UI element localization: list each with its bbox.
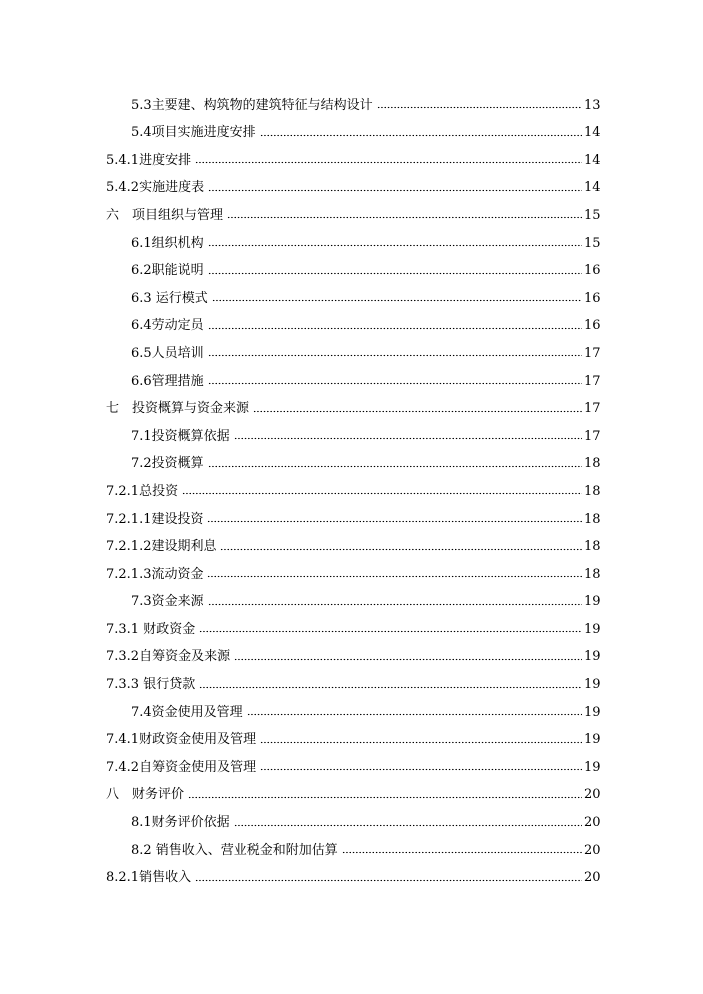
toc-dot-leader [208, 354, 582, 358]
toc-dot-leader [377, 106, 582, 110]
toc-entry-page-number: 16 [584, 263, 601, 279]
toc-entry-title: 7.3资金来源 [131, 594, 204, 610]
toc-entry[interactable] [0, 638, 703, 666]
toc-dot-leader [208, 188, 582, 192]
toc-entry-page-number: 16 [584, 290, 601, 306]
toc-entry-title: 5.4.1进度安排 [106, 152, 192, 168]
toc-entry-page-number: 14 [584, 152, 601, 168]
toc-dot-leader [208, 382, 582, 386]
toc-entry[interactable] [0, 610, 703, 638]
toc-dot-leader [207, 575, 582, 579]
toc-entry-page-number: 19 [584, 594, 601, 610]
toc-entry-page-number: 20 [584, 815, 601, 831]
toc-dot-leader [227, 216, 582, 220]
toc-entry-title: 7.3.1 财政资金 [106, 621, 196, 637]
toc-entry-title: 6.1组织机构 [131, 235, 204, 251]
toc-entry-title: 7.2.1.1建设投资 [106, 511, 204, 527]
toc-entry-page-number: 16 [584, 318, 601, 334]
toc-entry-title: 5.4项目实施进度安排 [131, 125, 256, 141]
toc-entry-title: 八 财务评价 [106, 787, 185, 803]
toc-entry[interactable] [0, 472, 703, 500]
toc-entry-title: 7.4.2自筹资金使用及管理 [106, 759, 257, 775]
toc-entry[interactable] [0, 362, 703, 390]
toc-entry-page-number: 19 [584, 759, 601, 775]
toc-entry-page-number: 19 [584, 677, 601, 693]
table-of-contents [0, 86, 703, 886]
toc-entry[interactable] [0, 252, 703, 280]
toc-entry-title: 8.1财务评价依据 [131, 815, 230, 831]
toc-entry-title: 5.4.2实施进度表 [106, 180, 205, 196]
toc-entry-title: 7.4.1财政资金使用及管理 [106, 732, 257, 748]
toc-dot-leader [207, 520, 582, 524]
toc-entry-title: 7.4资金使用及管理 [131, 704, 243, 720]
toc-entry-title: 7.2.1总投资 [106, 483, 179, 499]
toc-entry[interactable] [0, 665, 703, 693]
toc-entry[interactable] [0, 693, 703, 721]
toc-entry-page-number: 19 [584, 649, 601, 665]
toc-dot-leader [182, 492, 582, 496]
toc-entry[interactable] [0, 831, 703, 859]
toc-dot-leader [234, 657, 582, 661]
toc-entry-page-number: 17 [584, 373, 601, 389]
toc-entry-title: 7.2投资概算 [131, 456, 204, 472]
toc-entry-page-number: 18 [584, 456, 601, 472]
toc-entry[interactable] [0, 307, 703, 335]
toc-entry[interactable] [0, 776, 703, 804]
toc-entry-page-number: 20 [584, 787, 601, 803]
toc-entry-title: 7.2.1.3流动资金 [106, 566, 204, 582]
toc-entry-page-number: 18 [584, 483, 601, 499]
toc-entry-title: 5.3主要建、构筑物的建筑特征与结构设计 [131, 97, 373, 113]
toc-dot-leader [212, 299, 582, 303]
toc-entry-page-number: 15 [584, 207, 601, 223]
toc-entry[interactable] [0, 141, 703, 169]
toc-entry-page-number: 19 [584, 732, 601, 748]
toc-entry-page-number: 18 [584, 511, 601, 527]
toc-dot-leader [195, 161, 582, 165]
toc-entry-title: 七 投资概算与资金来源 [106, 401, 250, 417]
toc-dot-leader [234, 437, 582, 441]
toc-entry-page-number: 17 [584, 401, 601, 417]
toc-entry[interactable] [0, 169, 703, 197]
toc-entry-page-number: 14 [584, 125, 601, 141]
toc-entry[interactable] [0, 279, 703, 307]
toc-entry[interactable] [0, 803, 703, 831]
toc-entry[interactable] [0, 748, 703, 776]
toc-entry-title: 6.6管理措施 [131, 373, 204, 389]
toc-entry[interactable] [0, 334, 703, 362]
toc-entry[interactable] [0, 528, 703, 556]
toc-dot-leader [199, 630, 582, 634]
toc-dot-leader [234, 823, 582, 827]
toc-entry-page-number: 20 [584, 870, 601, 886]
toc-dot-leader [188, 795, 582, 799]
toc-entry-page-number: 15 [584, 235, 601, 251]
toc-dot-leader [195, 878, 582, 882]
toc-dot-leader [220, 547, 582, 551]
toc-dot-leader [208, 464, 582, 468]
toc-entry-page-number: 19 [584, 704, 601, 720]
toc-entry-title: 7.1投资概算依据 [131, 428, 230, 444]
toc-dot-leader [260, 768, 582, 772]
toc-entry-title: 7.3.2自筹资金及来源 [106, 649, 231, 665]
toc-entry[interactable] [0, 86, 703, 114]
toc-entry[interactable] [0, 583, 703, 611]
toc-dot-leader [208, 326, 582, 330]
toc-entry-title: 8.2 销售收入、营业税金和附加估算 [131, 842, 338, 858]
toc-entry-page-number: 18 [584, 566, 601, 582]
toc-entry[interactable] [0, 417, 703, 445]
toc-entry-title: 7.3.3 银行贷款 [106, 677, 196, 693]
toc-dot-leader [253, 409, 582, 413]
toc-dot-leader [247, 713, 582, 717]
toc-entry-page-number: 14 [584, 180, 601, 196]
toc-entry[interactable] [0, 500, 703, 528]
toc-entry-title: 6.4劳动定员 [131, 318, 204, 334]
toc-entry-page-number: 17 [584, 345, 601, 361]
toc-entry[interactable] [0, 114, 703, 142]
toc-dot-leader [260, 133, 582, 137]
toc-dot-leader [208, 271, 582, 275]
toc-entry[interactable] [0, 390, 703, 418]
toc-entry-title: 6.5人员培训 [131, 345, 204, 361]
toc-entry[interactable] [0, 859, 703, 887]
toc-entry[interactable] [0, 445, 703, 473]
toc-entry-page-number: 17 [584, 428, 601, 444]
toc-entry-page-number: 19 [584, 621, 601, 637]
toc-entry-title: 6.3 运行模式 [131, 290, 208, 306]
toc-dot-leader [342, 851, 582, 855]
toc-dot-leader [208, 602, 582, 606]
toc-entry[interactable] [0, 224, 703, 252]
toc-entry[interactable] [0, 721, 703, 749]
toc-entry-page-number: 20 [584, 842, 601, 858]
toc-dot-leader [260, 740, 582, 744]
toc-entry-title: 六 项目组织与管理 [106, 207, 224, 223]
toc-entry-title: 8.2.1销售收入 [106, 870, 192, 886]
toc-dot-leader [208, 244, 582, 248]
toc-entry-title: 7.2.1.2建设期利息 [106, 539, 217, 555]
toc-entry-title: 6.2职能说明 [131, 263, 204, 279]
toc-entry-page-number: 13 [584, 97, 601, 113]
toc-entry-page-number: 18 [584, 539, 601, 555]
toc-entry[interactable] [0, 196, 703, 224]
toc-dot-leader [199, 685, 582, 689]
toc-entry[interactable] [0, 555, 703, 583]
